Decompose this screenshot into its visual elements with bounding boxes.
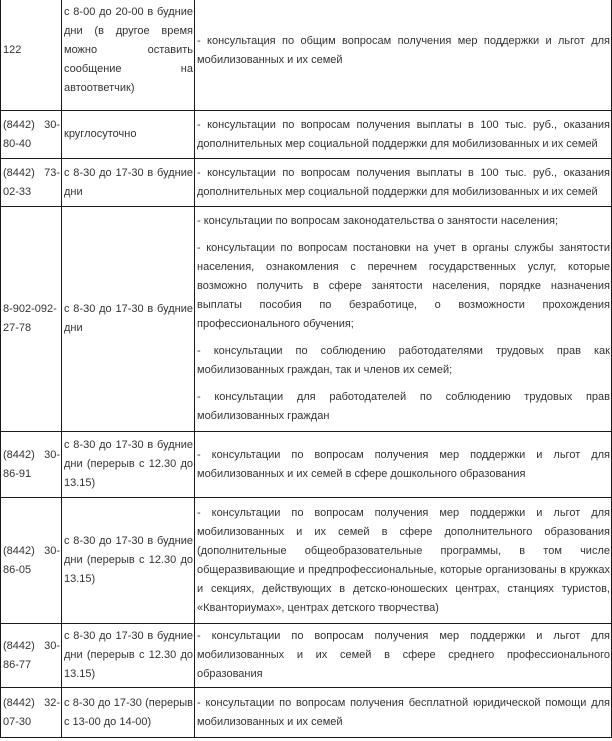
hours-cell: с 8-30 до 17-30 в будние дни (перерыв с 12.30 до 13.15) xyxy=(62,498,195,624)
phone-cell: (8442) 73-02-33 xyxy=(1,159,62,207)
table-row xyxy=(1,111,612,159)
phone-cell: (8442) 30-86-91 xyxy=(1,432,62,498)
description-text: - консультации по вопросам получения выплаты в 100 тыс. руб., оказания дополнительных мер социальной поддержки для мобилизованных и их семей xyxy=(197,118,610,150)
description-cell xyxy=(195,498,612,624)
hours-cell: с 8-30 до 17-30 в будние дни (перерыв с 12.30 до 13.15) xyxy=(62,624,195,688)
description-cell xyxy=(195,688,612,738)
hours-cell: круглосуточно xyxy=(62,111,195,159)
table-row xyxy=(1,159,612,207)
phone-cell: (8442) 32-07-30 xyxy=(1,688,62,738)
description-text: - консультации по соблюдению работодателями трудовых прав как мобилизованных граждан, так и членов их семей; xyxy=(197,345,610,376)
phone-cell: 122 xyxy=(1,0,62,111)
description-cell xyxy=(195,207,612,432)
description-cell xyxy=(195,624,612,688)
table-row xyxy=(1,432,612,498)
description-cell xyxy=(195,111,612,159)
hours-cell: с 8-30 до 17-30 в будние дни xyxy=(62,207,195,432)
hours-cell: с 8-30 до 17-30 (перерыв с 13-00 до 14-00) xyxy=(62,688,195,738)
description-cell xyxy=(195,0,612,111)
table-row xyxy=(1,207,612,432)
description-text: - консультации для работодателей по соблюдению трудовых прав мобилизованных граждан xyxy=(197,391,610,422)
description-text: - консультация по общим вопросам получения мер поддержки и льгот для мобилизованных и их семей xyxy=(197,34,610,66)
phone-cell: (8442) 30-86-05 xyxy=(1,498,62,624)
description-text: - консультации по вопросам законодательства о занятости населения; xyxy=(197,215,559,227)
description-text: - консультации по вопросам получения бесплатной юридической помощи для мобилизованных и их семей xyxy=(197,696,610,728)
description-text: - консультации по вопросам получения мер поддержки и льгот для мобилизованных и их семей в сфере дополнительного образования (дополнительные общеобразовательные программы, в том числе общеразвивающие и предпрофессиональные, которые организованы в кружках и секциях, действующих в детско-юношеских центрах, станциях туристов, «Кванториумах», центрах детского творчества) xyxy=(197,506,610,614)
table-row xyxy=(1,0,612,111)
hours-cell: с 8-30 до 17-30 в будние дни (перерыв с 12.30 до 13.15) xyxy=(62,432,195,498)
table-row xyxy=(1,498,612,624)
phone-cell: (8442) 30-80-40 xyxy=(1,111,62,159)
phone-cell: (8442) 30-86-77 xyxy=(1,624,62,688)
hours-cell: с 8-00 до 20-00 в будние дни (в другое время можно оставить сообщение на автоответчик) xyxy=(62,0,195,111)
table-row xyxy=(1,688,612,738)
phone-cell: 8-902-092-27-78 xyxy=(1,207,62,432)
table-row xyxy=(1,624,612,688)
description-text: - консультации по вопросам получения мер поддержки и льгот для мобилизованных и их семей в сфере среднего профессионального образования xyxy=(197,630,610,680)
description-text: - консультации по вопросам получения выплаты в 100 тыс. руб., оказания дополнительных мер социальной поддержки для мобилизованных и их семей xyxy=(197,166,610,198)
description-cell xyxy=(195,159,612,207)
hours-cell: с 8-30 до 17-30 в будние дни xyxy=(62,159,195,207)
description-text: - консультации по вопросам постановки на учет в органы службы занятости населения, ознакомления с перечнем государственных услуг, которые возможно получить в сфере занятости населения, порядке назначения выплаты пособия по безработице, о возможности прохождения профессионального обучения; xyxy=(197,242,610,330)
description-cell xyxy=(195,432,612,498)
description-text: - консультации по вопросам получения мер поддержки и льгот для мобилизованных и их семей в сфере дошкольного образования xyxy=(197,448,610,480)
